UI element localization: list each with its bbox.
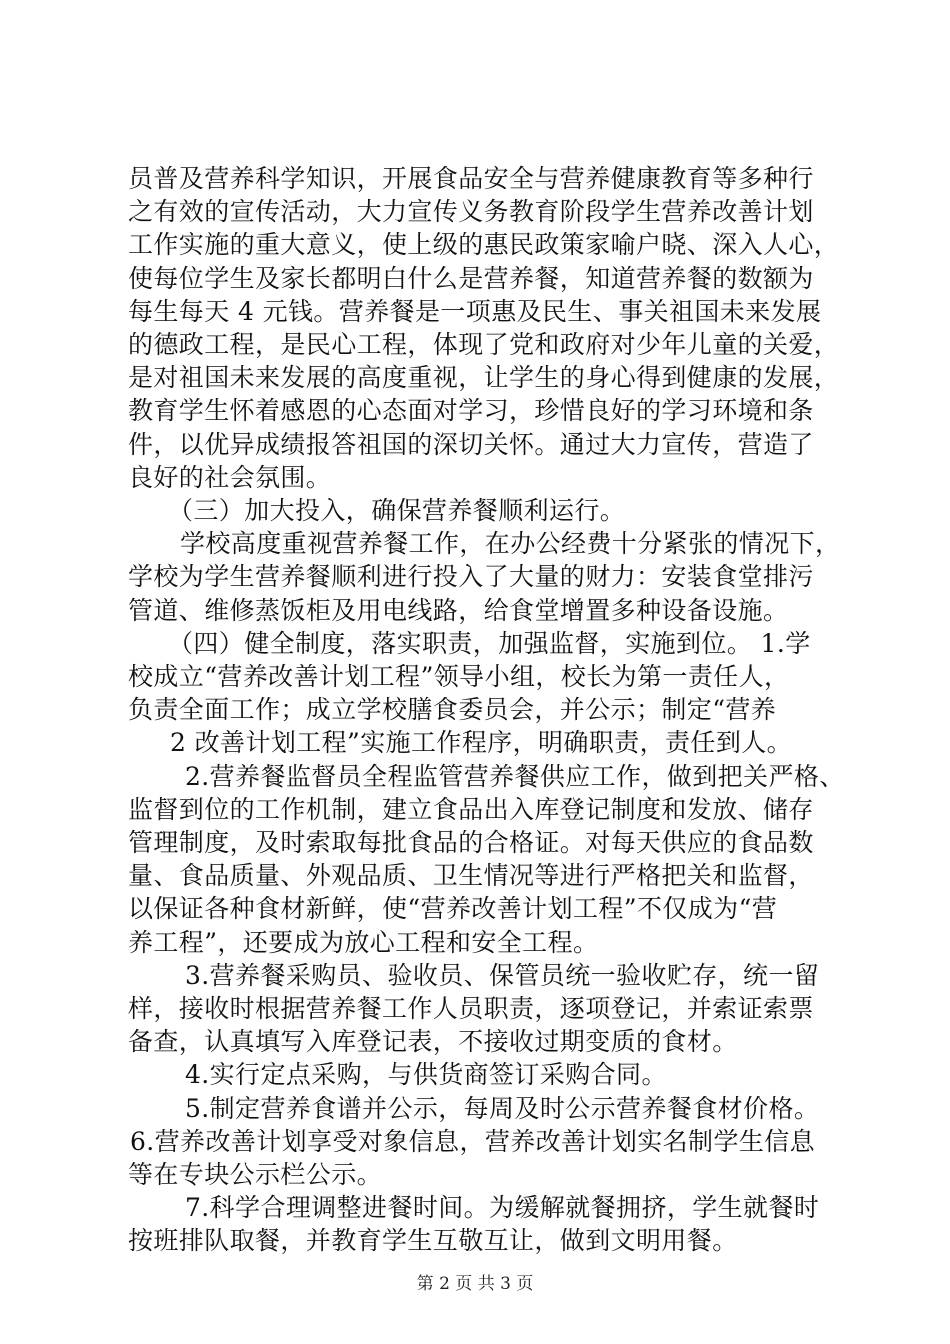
text-line: 之有效的宣传活动，大力宣传义务教育阶段学生营养改善计划 [128,197,814,227]
text-line: 备查，认真填写入库登记表，不接收过期变质的食材。 [128,1027,738,1057]
text-line: 管道、维修蒸饭柜及用电线路，给食堂增置多种设备设施。 [128,595,789,625]
text-line: 工作实施的重大意义，使上级的惠民政策家喻户晓、深入人心， [128,230,840,260]
text-line: 教育学生怀着感恩的心态面对学习，珍惜良好的学习环境和条 [128,396,814,426]
text-line: 按班排队取餐，并教育学生互敬互让，做到文明用餐。 [128,1226,738,1256]
text-line: 5.制定营养食谱并公示，每周及时公示营养餐食材价格。 [185,1093,820,1123]
text-line: 养工程”，还要成为放心工程和安全工程。 [128,927,599,957]
text-line: 是对祖国未来发展的高度重视，让学生的身心得到健康的发展， [128,363,840,393]
text-line: 良好的社会氛围。 [128,462,332,492]
text-line: 样，接收时根据营养餐工作人员职责，逐项登记，并索证索票 [128,994,814,1023]
text-line: 管理制度，及时索取每批食品的合格证。对每天供应的食品数 [128,828,814,857]
text-line: 2.营养餐监督员全程监管营养餐供应工作，做到把关严格、 [185,761,845,791]
text-line: 学校为学生营养餐顺利进行投入了大量的财力：安装食堂排污 [128,562,814,592]
text-line: 4.实行定点采购，与供货商签订采购合同。 [185,1060,667,1090]
text-line: 的德政工程，是民心工程，体现了党和政府对少年儿童的关爱， [128,330,840,359]
section-heading: （四）健全制度，落实职责，加强监督，实施到位。 1.学 [168,628,811,658]
text-line: 员普及营养科学知识，开展食品安全与营养健康教育等多种行 [128,164,814,193]
text-line: 3.营养餐采购员、验收员、保管员统一验收贮存，统一留 [185,960,820,990]
text-line: 学校高度重视营养餐工作，在办公经费十分紧张的情况下， [180,529,841,559]
text-line: 6.营养改善计划享受对象信息，营养改善计划实名制学生信息 [130,1126,816,1156]
text-line: 每生每天 4 元钱。营养餐是一项惠及民生、事关祖国未来发展 [128,296,822,326]
text-line: 等在专块公示栏公示。 [128,1160,383,1189]
text-line: 监督到位的工作机制，建立食品出入库登记制度和发放、储存 [128,794,814,824]
text-line: 以保证各种食材新鲜，使“营养改善计划工程”不仅成为“营 [128,894,778,924]
page-footer: 第 2 页 共 3 页 [416,1274,534,1294]
text-line: 7.科学合理调整进餐时间。为缓解就餐拥挤，学生就餐时 [185,1193,820,1223]
section-heading: （三）加大投入，确保营养餐顺利运行。 [168,496,626,525]
text-line: 件，以优异成绩报答祖国的深切关怀。通过大力宣传，营造了 [128,429,814,459]
text-line: 2 改善计划工程”实施工作程序，明确职责，责任到人。 [170,728,793,758]
text-line: 负责全面工作；成立学校膳食委员会，并公示；制定“营养 [128,695,777,725]
text-line: 量、食品质量、外观品质、卫生情况等进行严格把关和监督， [128,861,814,891]
text-line: 校成立“营养改善计划工程”领导小组，校长为第一责任人， [128,662,790,691]
text-line: 使每位学生及家长都明白什么是营养餐，知道营养餐的数额为 [128,263,814,293]
